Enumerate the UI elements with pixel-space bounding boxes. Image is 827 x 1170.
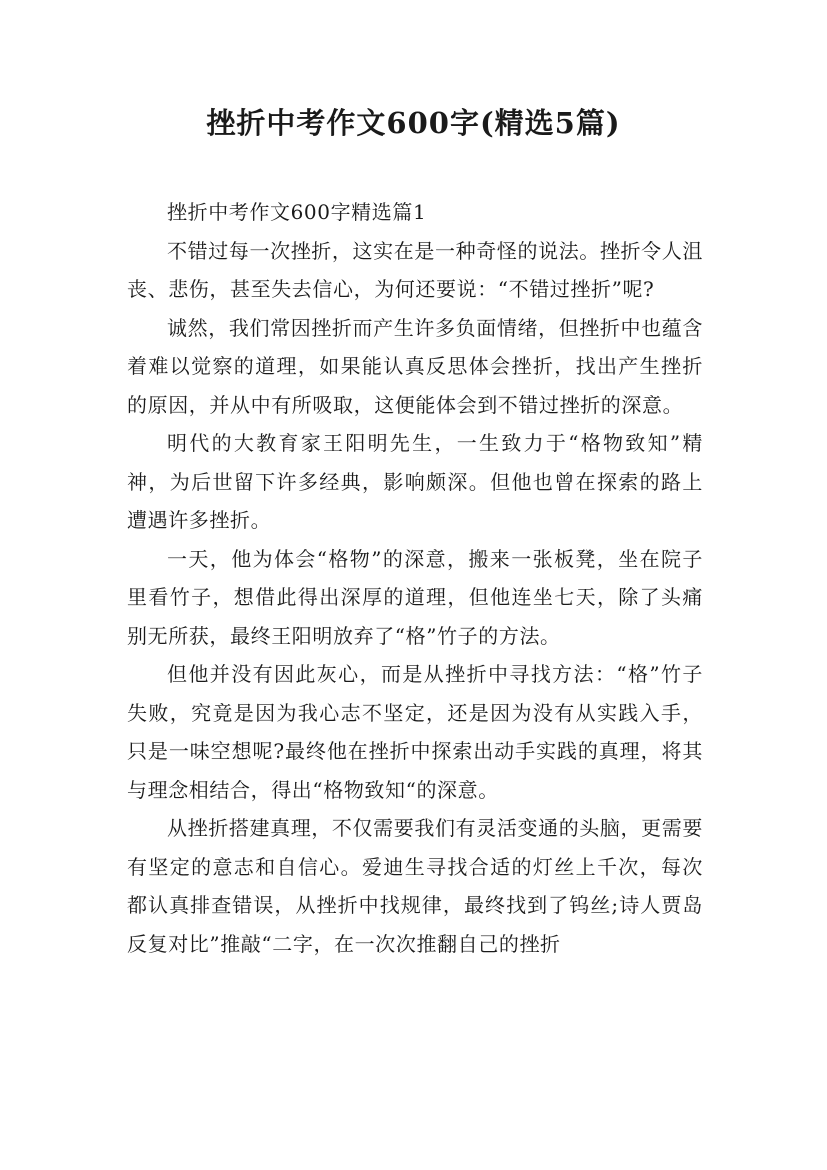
paragraph: 不错过每一次挫折，这实在是一种奇怪的说法。挫折令人沮丧、悲伤，甚至失去信心，为何还要说：“不错过挫折”呢? — [127, 238, 703, 301]
section-heading: 挫折中考作文600字精选篇1 — [167, 200, 427, 224]
paragraph: 一天，他为体会“格物”的深意，搬来一张板凳，坐在院子里看竹子，想借此得出深厚的道理，但他连坐七天，除了头痛别无所获，最终王阳明放弃了“格”竹子的方法。 — [127, 546, 703, 648]
paragraph: 但他并没有因此灰心，而是从挫折中寻找方法：“格”竹子失败，究竟是因为我心志不坚定，还是因为没有从实践入手，只是一味空想呢?最终他在挫折中探索出动手实践的真理，将其与理念相结合，得出“格物致知“的深意。 — [127, 662, 703, 802]
paragraph: 从挫折搭建真理，不仅需要我们有灵活变通的头脑，更需要有坚定的意志和自信心。爱迪生寻找合适的灯丝上千次，每次都认真排查错误，从挫折中找规律，最终找到了钨丝;诗人贾岛反复对比”推敲“二字，在一次次推翻自己的挫折 — [127, 816, 703, 956]
paragraph: 明代的大教育家王阳明先生，一生致力于“格物致知”精神，为后世留下许多经典，影响颇深。但他也曾在探索的路上遭遇许多挫折。 — [127, 431, 703, 532]
paragraph: 诚然，我们常因挫折而产生许多负面情绪，但挫折中也蕴含着难以觉察的道理，如果能认真反思体会挫折，找出产生挫折的原因，并从中有所吸取，这便能体会到不错过挫折的深意。 — [127, 315, 703, 417]
document-title: 挫折中考作文600字(精选5篇) — [206, 106, 621, 140]
document-body — [127, 193, 703, 963]
